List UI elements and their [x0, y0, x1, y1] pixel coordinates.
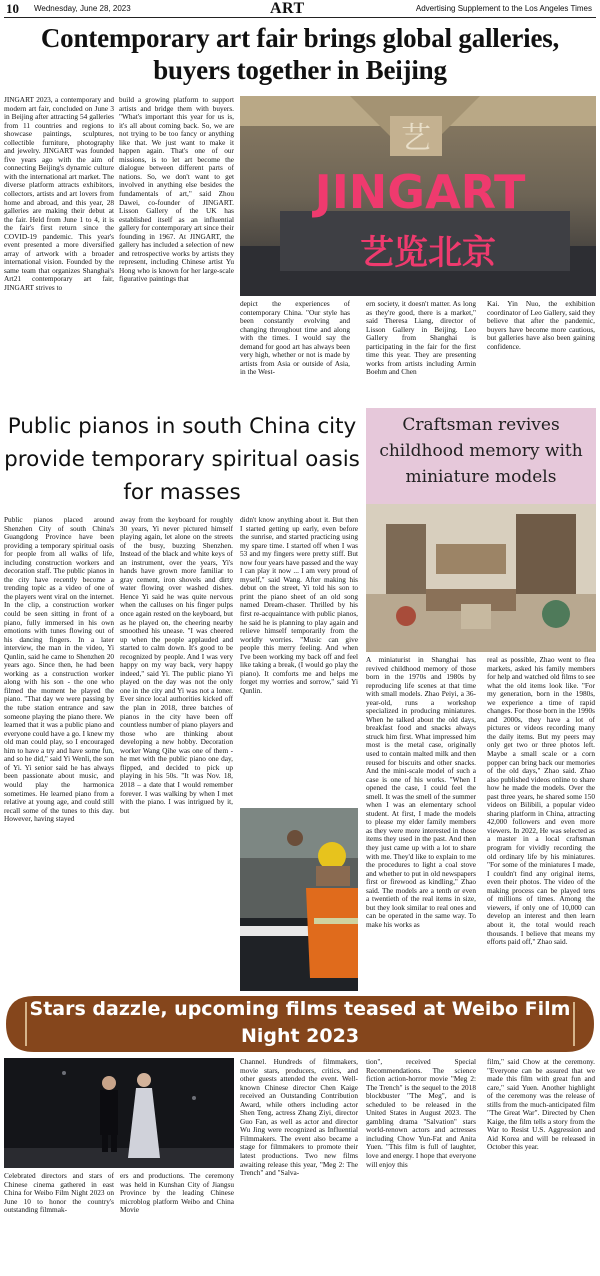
- photo-sign-chinese: 艺览北京: [360, 233, 496, 273]
- page-number: 10: [6, 1, 19, 16]
- piano-player-photo-drawing: [240, 808, 358, 991]
- story4-column-3: Channel. Hundreds of filmmakers, movie stars, producers, critics, and other guests attended the event. Well-known Chinese director Chen Kaige received an Outstanding Contribution Award, while others including actor Shen Teng, actress Zhang Ziyi, director Guo Fan, as well as actor and director Wu Jing were recognized as Influential Filmmakers. The event also became a stage for filmmakers to promote their latest productions. Two new films awaiting release this year, "Meg 2: The Trench" and "Salva-: [240, 1058, 358, 1178]
- masthead-rule: [4, 17, 596, 18]
- story3-column-2: real as possible, Zhao went to flea markets, asked his family members for help and watched old films to see what the old items look like. "For my generation, born in the 1980s, we experience a time of rapid changes. For those born in the 1990s and 2000s, they have a lot of pictures or videos recording many the daily items. But my peers may only get two or three photos left. Maybe a small scale or a corn popper can bring back our memories of the old days," Zhao said. Zhao also published videos online to share how he made the models. Over the past three years, he shared some 150 videos on Bilibili, a popular video sharing platform in China, attracting 42,000 followers and even more viewers. In 2022, He was selected as a master in a local craftsman program for vividly recording the old ordinary life by his miniatures. "For some of the miniatures I made, I couldn't find any original items, even their photos. The video of the making process can be played tens of millions of times. Among the viewers, if only one of 10,000 can develop an interest and then learn about it, the total would reach thousands. I believe that means my efforts paid off," Zhao said.: [487, 656, 595, 947]
- story4-column-1: Celebrated directors and stars of Chinese cinema gathered in east China for Weibo Film Night 2023 on June 10 to honor the country's outstanding filmmak-: [4, 1172, 114, 1215]
- story2-column-3: didn't know anything about it. But then I started getting up early, even before the sunrise, and started practicing using my spare time. I started off when I was 53 and my fingers were pretty stiff. But now four years have passed and the way I can play it now ... I am very proud of myself," said Wang. After making his debut on the street, Yi told his son to print the piano sheet of an old song named Dream-chaser. Thrilled by his first re-acquaintance with public pianos, he said he is planning to play again and relieve himself temporarily from the worldly worries. "Music can give people this merry feeling. And when I've been working my back off and feel like taking a break, (I would go play the piano). It comforts me and helps me forget my worries and sorrow," said Yi Qunlin.: [240, 516, 358, 695]
- miniature-models-photo-drawing: [366, 504, 596, 652]
- section-title: ART: [270, 0, 305, 17]
- story3-column-1: A miniaturist in Shanghai has revived childhood memory of those born in the 1970s and 1980s by reproducing life scenes at that time with small models. Zhao Peiyi, a 36-year-old, runs a workshop specialized in producing miniatures. When he talked about the old days, breakfast food and snacks always struck him first. What impressed him most is the metal case, originally used to contain malted milk and then reused for biscuits and other snacks. And the mini-scale model of such a case is one of his works. "When I opened the case, I could feel the smell. It was the smell of the summer when I was an elementary school student. At first, I made the models to please my elder family members as they were more interested in those items they used in the past. And then they just came up with a lot to share with me. They'd like to explain to me the procedures to light a coal stove and whether to put in old newspapers first or firewood as kindling," Zhao said. The models are a tenth or even a twentieth of the real items in size, but they look similar to real ones and can be operated in the same way. To make his works as: [366, 656, 476, 929]
- story3-headline: Craftsman revives childhood memory with miniature models: [379, 415, 583, 487]
- supplement-label: Advertising Supplement to the Los Angeles Times: [415, 4, 592, 13]
- art-fair-photo-drawing: [240, 96, 596, 296]
- photo-sign-text: JINGART: [314, 165, 526, 219]
- masthead: [0, 0, 600, 18]
- story4-headline: Stars dazzle, upcoming films teased at Weibo Film Night 2023: [29, 998, 571, 1047]
- piano-player-photo: [240, 808, 358, 991]
- story1-column-5: Kai. Yin Nuo, the exhibition coordinator of Leo Gallery, said they believe that after the pandemic, buyers have become more cautious, but galleries have also been gaining confidence.: [487, 300, 595, 351]
- story1-headline: Contemporary art fair brings global galleries, buyers together in Beijing: [40, 23, 560, 85]
- art-fair-photo: [240, 96, 596, 296]
- miniature-models-photo: [366, 504, 596, 652]
- story2-headline: Public pianos in south China city provide temporary spiritual oasis for masses: [4, 414, 360, 505]
- story1-column-3: depict the experiences of contemporary China. "Our style has been constantly evolving and changing throughout time and along with the times. I would say the demand for good art has always been very high, whether or not is made by artists from Asia or outside of Asia, in the West-: [240, 300, 350, 377]
- svg-text:艺: 艺: [401, 121, 431, 156]
- story1-column-1: JINGART 2023, a contemporary and modern art fair, concluded on June 3 in Beijing after attracting 54 galleries from 11 countries and regions to showcase paintings, sculptures, collectible furniture, photography and jewelry. JINGART was founded five years ago with the aim of connecting Beijing's dynamic culture with the international art market. The diverse platform attracts exhibitors, collectors, artists and art lovers from home and abroad, and this year, 28 galleries are making their debut at the fair. Held from June 1 to 4, it is the fair's first return since the COVID-19 pandemic. This year's event presented a more diversified array of artwork with a broader international vision. Founded by the same team that organizes Shanghai's Art21 contemporary art fair, JINGART strives to: [4, 96, 114, 293]
- story1-column-4: ern society, it doesn't matter. As long as they're good, there is a market," said Theresa Liang, director of Lisson Gallery in Beijing. Leo Gallery from Shanghai is participating in the fair for the first time this year. They are presenting works from artists including Armin Boehm and Chen: [366, 300, 476, 377]
- story2-column-2: away from the keyboard for roughly 30 years, Yi never pictured himself playing again, let alone on the streets of the busy, buzzing Shenzhen. Instead of the black and white keys of an instrument, over the years, Yi's hands have grown more familiar to gray cement, iron shovels and dirty water flowing over washed dishes. Hence Yi said he was quite nervous when the calluses on his finger pulps once again rested on the keyboard, but as he played on, the cheering nearby smoothed his unease. "I was cheered up when the people applauded and started to calm down. It's good to be recognized by people. And I was very happy on my way back, very happy indeed," said Yi. The public piano Yi played on the day was not the only one in the city and Yi was not a loner. Ever since local authorities kicked off the plan in 2018, three batches of pianos in the city have been off countless number of piano players and those who are thinking about developing a new hobby. Decoration worker Wang Qihe was one of them - he met with the public piano one day, flipped, and decided to pick up playing in his 50s. "It was Nov. 18, 2018 – a date that I would remember forever. I was walking by when I met with the piano. I was intrigued by it, but: [120, 516, 233, 815]
- film-night-photo-drawing: [4, 1058, 234, 1168]
- story2-column-1: Public pianos placed around Shenzhen City of south China's Guangdong Province have been providing a temporary spiritual oasis for people from all walks of life, including construction workers and decoration staff. The public pianos in the city have recently become a trending topic as a video of one of the players went viral on the internet. In the clip, a construction worker could be seen sitting in front of a piano, fully immersed in his own emotions with tunes flowing out of his dancing fingers. In a later interview, the man in the video, Yi Qunlin, said he came to Shenzhen 20 years ago. Since then, he had been working as a construction worker along with his son - the one who filmed the moment he played the piano. "That day we were passing by the tube station entrance and saw someone playing the piano there. We learned that it was a public piano and everyone could have a go. I knew my old man could play, so I encouraged him to have a try and have some fun, and so he did," said Yi Wenli, the son of Yi. Yi senior said he has always been passionate about music, and would play the harmonica sometimes. He learned piano from a relative at young age, and could still recall some of the tunes to this day. However, having stayed: [4, 516, 114, 824]
- story1-column-2: build a growing platform to support artists and bridge them with buyers. "What's important this year for us is, it's all about coming back. So, we are not trying to be too fancy or anything like that. We just want to make it happen again. That's one of our missions, is to let art become the dialogue between different parts of nations. So, we don't want to get involved in anything else besides the fundamentals of art," said Zhou Dawei, co-founder of JINGART. Lisson Gallery of the UK has established itself as an influential gallery for contemporary art since their founding in 1967. At JINGART, the gallery has included a selection of new and retrospective works by artists they represent, including Chinese artist Yu Hong who is known for her large-scale figurative paintings that: [119, 96, 234, 284]
- story4-column-5: film," said Chow at the ceremony. "Everyone can be assured that we made this film with great fun and care," said Yuen. Another highlight of the ceremony was the release of stills from the much-anticipated film "The Great War". Directed by Chen Kaige, the film tells a story from the War to Resist U.S. Aggression and Aid Korea and will be released in October this year.: [487, 1058, 595, 1152]
- film-night-photo: [4, 1058, 234, 1168]
- issue-date: Wednesday, June 28, 2023: [34, 4, 131, 13]
- story4-column-4: tion", received Special Recommendations. The science fiction action-horror movie "Meg 2: The Trench" is the sequel to the 2018 blockbuster "The Meg", and is scheduled to be released in the United States in August 2023. The gambling drama "Salvation" stars world-renown actors and actresses including Chow Yun-Fat and Anita Yuen. "This film is full of laughter, love and energy. I hope that everyone will enjoy this: [366, 1058, 476, 1169]
- story4-column-2: ers and productions. The ceremony was held in Kunshan City of Jiangsu Province by the leading Chinese microblog platform Weibo and China Movie: [120, 1172, 234, 1215]
